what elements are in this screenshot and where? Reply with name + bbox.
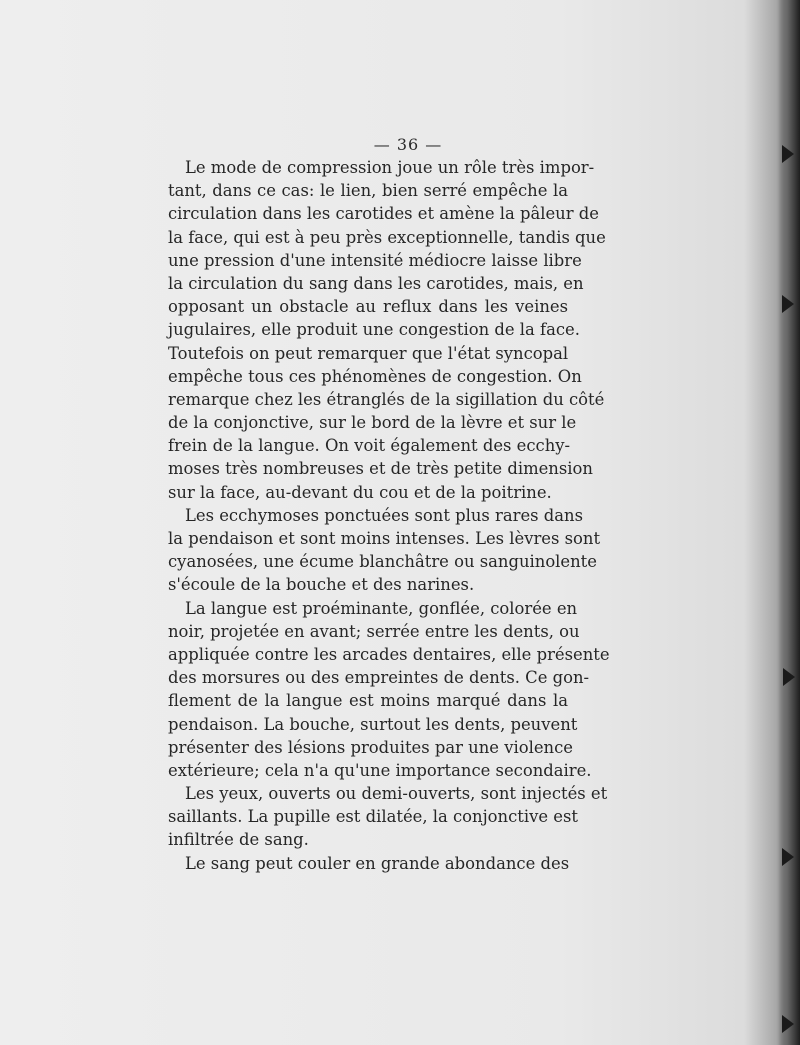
- binding-tab-mark: [782, 1015, 794, 1033]
- text-line: La langue est proéminante, gonflée, colorée en: [185, 598, 578, 618]
- text-line: de la conjonctive, sur le bord de la lèvre et sur le: [168, 413, 577, 433]
- text-line: moses très nombreuses et de très petite dimension: [168, 459, 593, 479]
- text-line: Le mode de compression joue un rôle très impor-: [185, 158, 595, 177]
- text-line: sur la face, au-devant du cou et de la poitrine.: [168, 482, 552, 502]
- binding-tab-mark: [783, 668, 795, 686]
- text-line: tant, dans ce cas: le lien, bien serré empêche la: [168, 181, 568, 201]
- body-text: [168, 156, 610, 875]
- text-line: présenter des lésions produites par une violence: [168, 737, 573, 757]
- text-line: Les ecchymoses ponctuées sont plus rares dans: [185, 505, 584, 525]
- text-line: noir, projetée en avant; serrée entre les dents, ou: [168, 621, 580, 641]
- text-line: appliquée contre les arcades dentaires, elle présente: [168, 644, 610, 664]
- binding-tab-mark: [782, 295, 794, 313]
- text-line: Le sang peut couler en grande abondance des: [185, 853, 570, 873]
- text-line: extérieure; cela n'a qu'une importance secondaire.: [168, 760, 592, 780]
- text-line: s'écoule de la bouche et des narines.: [168, 575, 475, 595]
- text-line: saillants. La pupille est dilatée, la conjonctive est: [168, 807, 578, 827]
- text-line: Toutefois on peut remarquer que l'état syncopal: [168, 343, 569, 363]
- text-line: pendaison. La bouche, surtout les dents, peuvent: [168, 714, 578, 734]
- text-line: cyanosées, une écume blanchâtre ou sanguinolente: [168, 552, 597, 572]
- text-line: la face, qui est à peu près exceptionnelle, tandis que: [168, 227, 606, 247]
- text-line: jugulaires, elle produit une congestion de la face.: [168, 320, 580, 340]
- text-line: la pendaison et sont moins intenses. Les lèvres sont: [168, 529, 601, 548]
- text-line: une pression d'une intensité médiocre laisse libre: [168, 250, 582, 270]
- text-line: infiltrée de sang.: [168, 830, 309, 850]
- text-line: Les yeux, ouverts ou demi-ouverts, sont injectés et: [185, 784, 608, 804]
- text-line: frein de la langue. On voit également des ecchy-: [168, 436, 571, 456]
- text-line: opposant un obstacle au reflux dans les veines: [168, 297, 568, 317]
- text-line: flement de la langue est moins marqué dans la: [168, 691, 568, 711]
- page-number: — 36 —: [373, 135, 443, 154]
- text-line: remarque chez les étranglés de la sigillation du côté: [168, 389, 605, 409]
- text-line: empêche tous ces phénomènes de congestion. On: [168, 366, 582, 386]
- binding-tab-mark: [782, 848, 794, 866]
- text-line: circulation dans les carotides et amène la pâleur de: [168, 204, 599, 224]
- text-line: des morsures ou des empreintes de dents. Ce gon-: [168, 668, 590, 688]
- text-line: la circulation du sang dans les carotides, mais, en: [168, 273, 584, 293]
